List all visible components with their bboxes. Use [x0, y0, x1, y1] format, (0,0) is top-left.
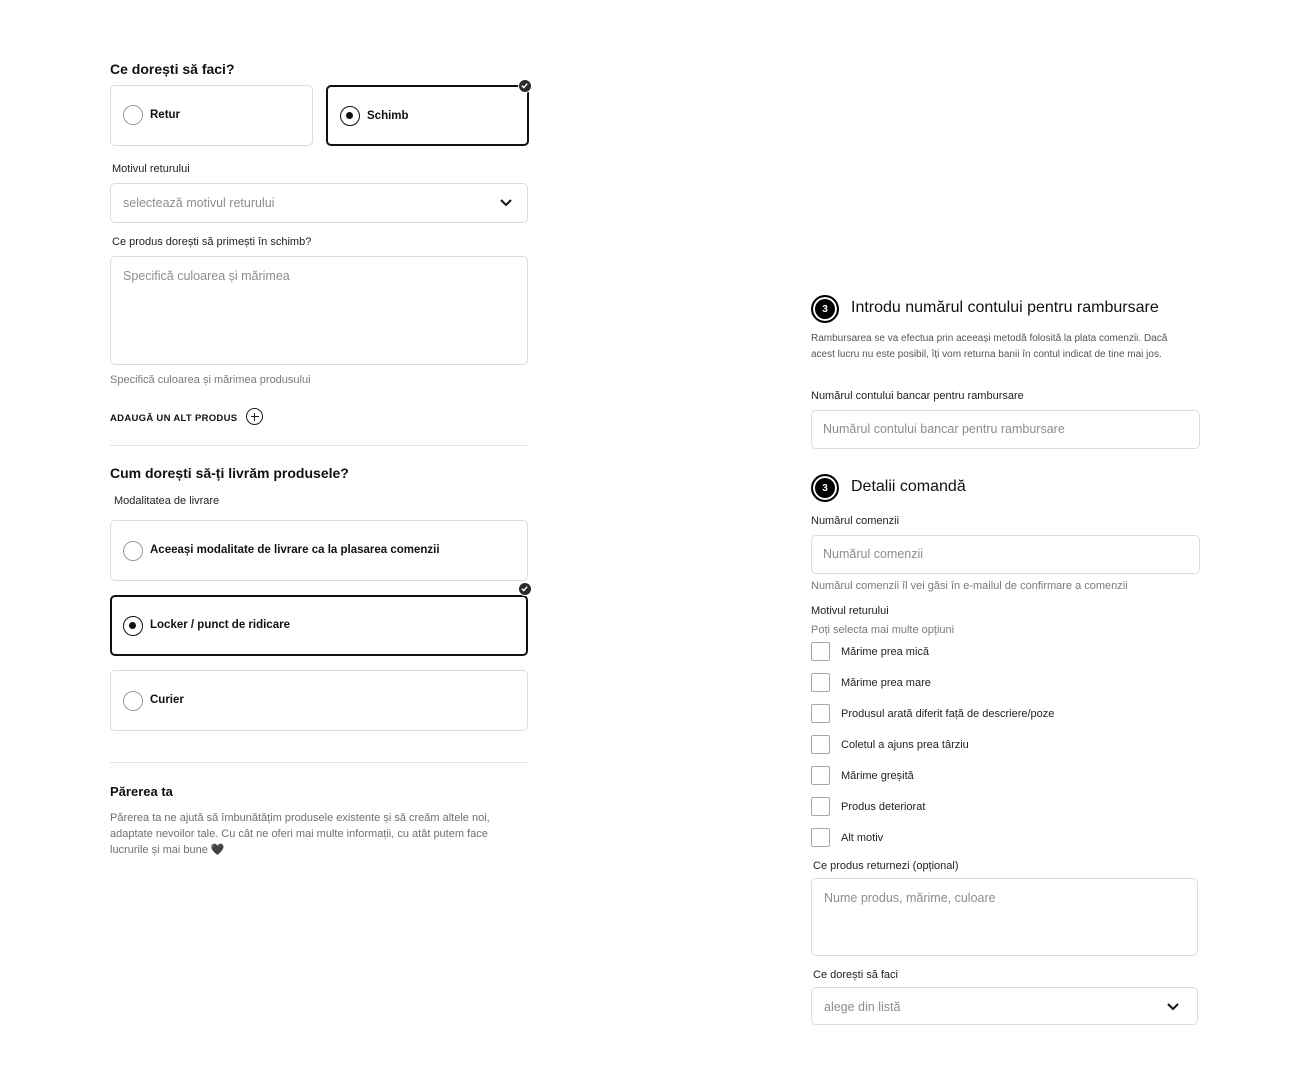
delivery-option-courier[interactable]	[110, 670, 528, 731]
return-product-textarea[interactable]	[811, 878, 1198, 956]
step-badge: 3	[811, 295, 839, 323]
delivery-option-locker-label: Locker / punct de ridicare	[150, 619, 290, 631]
radio-locker[interactable]	[123, 616, 143, 636]
action-select[interactable]	[811, 987, 1198, 1025]
account-input-placeholder: Numărul contului bancar pentru rambursare	[823, 422, 1065, 436]
checkbox-reason-label: Mărime greșită	[841, 770, 914, 782]
delivery-option-locker[interactable]	[110, 595, 528, 656]
return-reason-label: Motivul returului	[811, 605, 889, 617]
divider	[110, 445, 527, 446]
checkbox-reason[interactable]	[811, 642, 830, 661]
checkbox-reason-label: Coletul a ajuns prea târziu	[841, 739, 969, 751]
checkbox-reason-label: Mărime prea mare	[841, 677, 931, 689]
checkbox-reason[interactable]	[811, 766, 830, 785]
account-label: Numărul contului bancar pentru rambursare	[811, 390, 1024, 402]
account-input[interactable]	[811, 410, 1200, 449]
step-badge: 3	[811, 474, 839, 502]
refund-desc-line-2: acest lucru nu este posibil, îți vom returna banii în contul indicat de tine mai jos.	[811, 349, 1162, 360]
checkbox-reason-label: Produs deteriorat	[841, 801, 926, 813]
chevron-down-icon	[1166, 1002, 1180, 1012]
add-product-link[interactable]: ADAUGĂ UN ALT PRODUS	[110, 413, 238, 424]
radio-schimb[interactable]	[340, 106, 360, 126]
action-select-placeholder: alege din listă	[824, 1000, 901, 1014]
refund-title: Introdu numărul contului pentru rambursare	[851, 299, 1159, 316]
divider	[110, 762, 527, 763]
chevron-down-icon	[499, 198, 513, 208]
option-schimb-label: Schimb	[367, 110, 409, 122]
action-label: Ce dorești să faci	[813, 969, 898, 981]
feedback-text-line-1: Părerea ta ne ajută să îmbunătățim produsele existente și să creăm altele noi,	[110, 812, 490, 824]
order-number-placeholder: Numărul comenzii	[823, 547, 924, 561]
delivery-option-same-label: Aceeași modalitate de livrare ca la plasarea comenzii	[150, 544, 440, 556]
checkbox-reason-label: Alt motiv	[841, 832, 884, 844]
checkbox-reason-label: Produsul arată diferit față de descriere/poze	[841, 708, 1055, 720]
reason-label: Motivul returului	[112, 163, 190, 175]
check-icon	[518, 79, 532, 93]
return-product-label: Ce produs returnezi (opțional)	[813, 860, 959, 872]
radio-courier[interactable]	[123, 691, 143, 711]
exchange-hint: Specifică culoarea și mărimea produsului	[110, 374, 311, 386]
refund-desc-line-1: Rambursarea se va efectua prin aceeași metodă folosită la plata comenzii. Dacă	[811, 333, 1168, 344]
exchange-textarea-placeholder: Specifică culoarea și mărimea	[123, 269, 290, 283]
order-number-hint: Numărul comenzii îl vei găsi în e-mailul de confirmare a comenzii	[811, 580, 1128, 592]
order-number-label: Numărul comenzii	[811, 515, 900, 527]
exchange-textarea[interactable]	[110, 256, 528, 365]
reason-select-placeholder: selectează motivul returului	[123, 196, 275, 210]
option-retur-label: Retur	[150, 109, 181, 121]
checkbox-reason[interactable]	[811, 828, 830, 847]
delivery-option-courier-label: Curier	[150, 694, 184, 706]
checkbox-reason[interactable]	[811, 797, 830, 816]
action-question-heading: Ce dorești să faci?	[110, 61, 235, 77]
order-details-title: Detalii comandă	[851, 478, 966, 495]
checkbox-reason[interactable]	[811, 735, 830, 754]
checkbox-reason-label: Mărime prea mică	[841, 646, 930, 658]
reason-select[interactable]	[110, 183, 528, 223]
delivery-label: Modalitatea de livrare	[114, 495, 220, 507]
delivery-option-same[interactable]	[110, 520, 528, 581]
option-retur[interactable]	[110, 85, 313, 146]
add-circle-icon[interactable]	[246, 408, 263, 425]
return-reason-hint: Poți selecta mai multe opțiuni	[811, 624, 955, 636]
exchange-label: Ce produs dorești să primești în schimb?	[112, 236, 312, 248]
radio-same-delivery[interactable]	[123, 541, 143, 561]
delivery-question-heading: Cum dorești să-ți livrăm produsele?	[110, 465, 349, 481]
order-number-input[interactable]	[811, 535, 1200, 574]
feedback-text-line-2: adaptate nevoilor tale. Cu cât ne oferi mai multe informații, cu atât putem face	[110, 828, 488, 840]
checkbox-reason[interactable]	[811, 704, 830, 723]
checkbox-reason[interactable]	[811, 673, 830, 692]
feedback-text-line-3: lucrurile și mai bune 🖤	[110, 844, 225, 856]
radio-retur[interactable]	[123, 105, 143, 125]
check-icon	[518, 582, 532, 596]
option-schimb[interactable]	[326, 85, 529, 146]
feedback-title: Părerea ta	[110, 784, 173, 799]
return-product-placeholder: Nume produs, mărime, culoare	[824, 891, 996, 905]
